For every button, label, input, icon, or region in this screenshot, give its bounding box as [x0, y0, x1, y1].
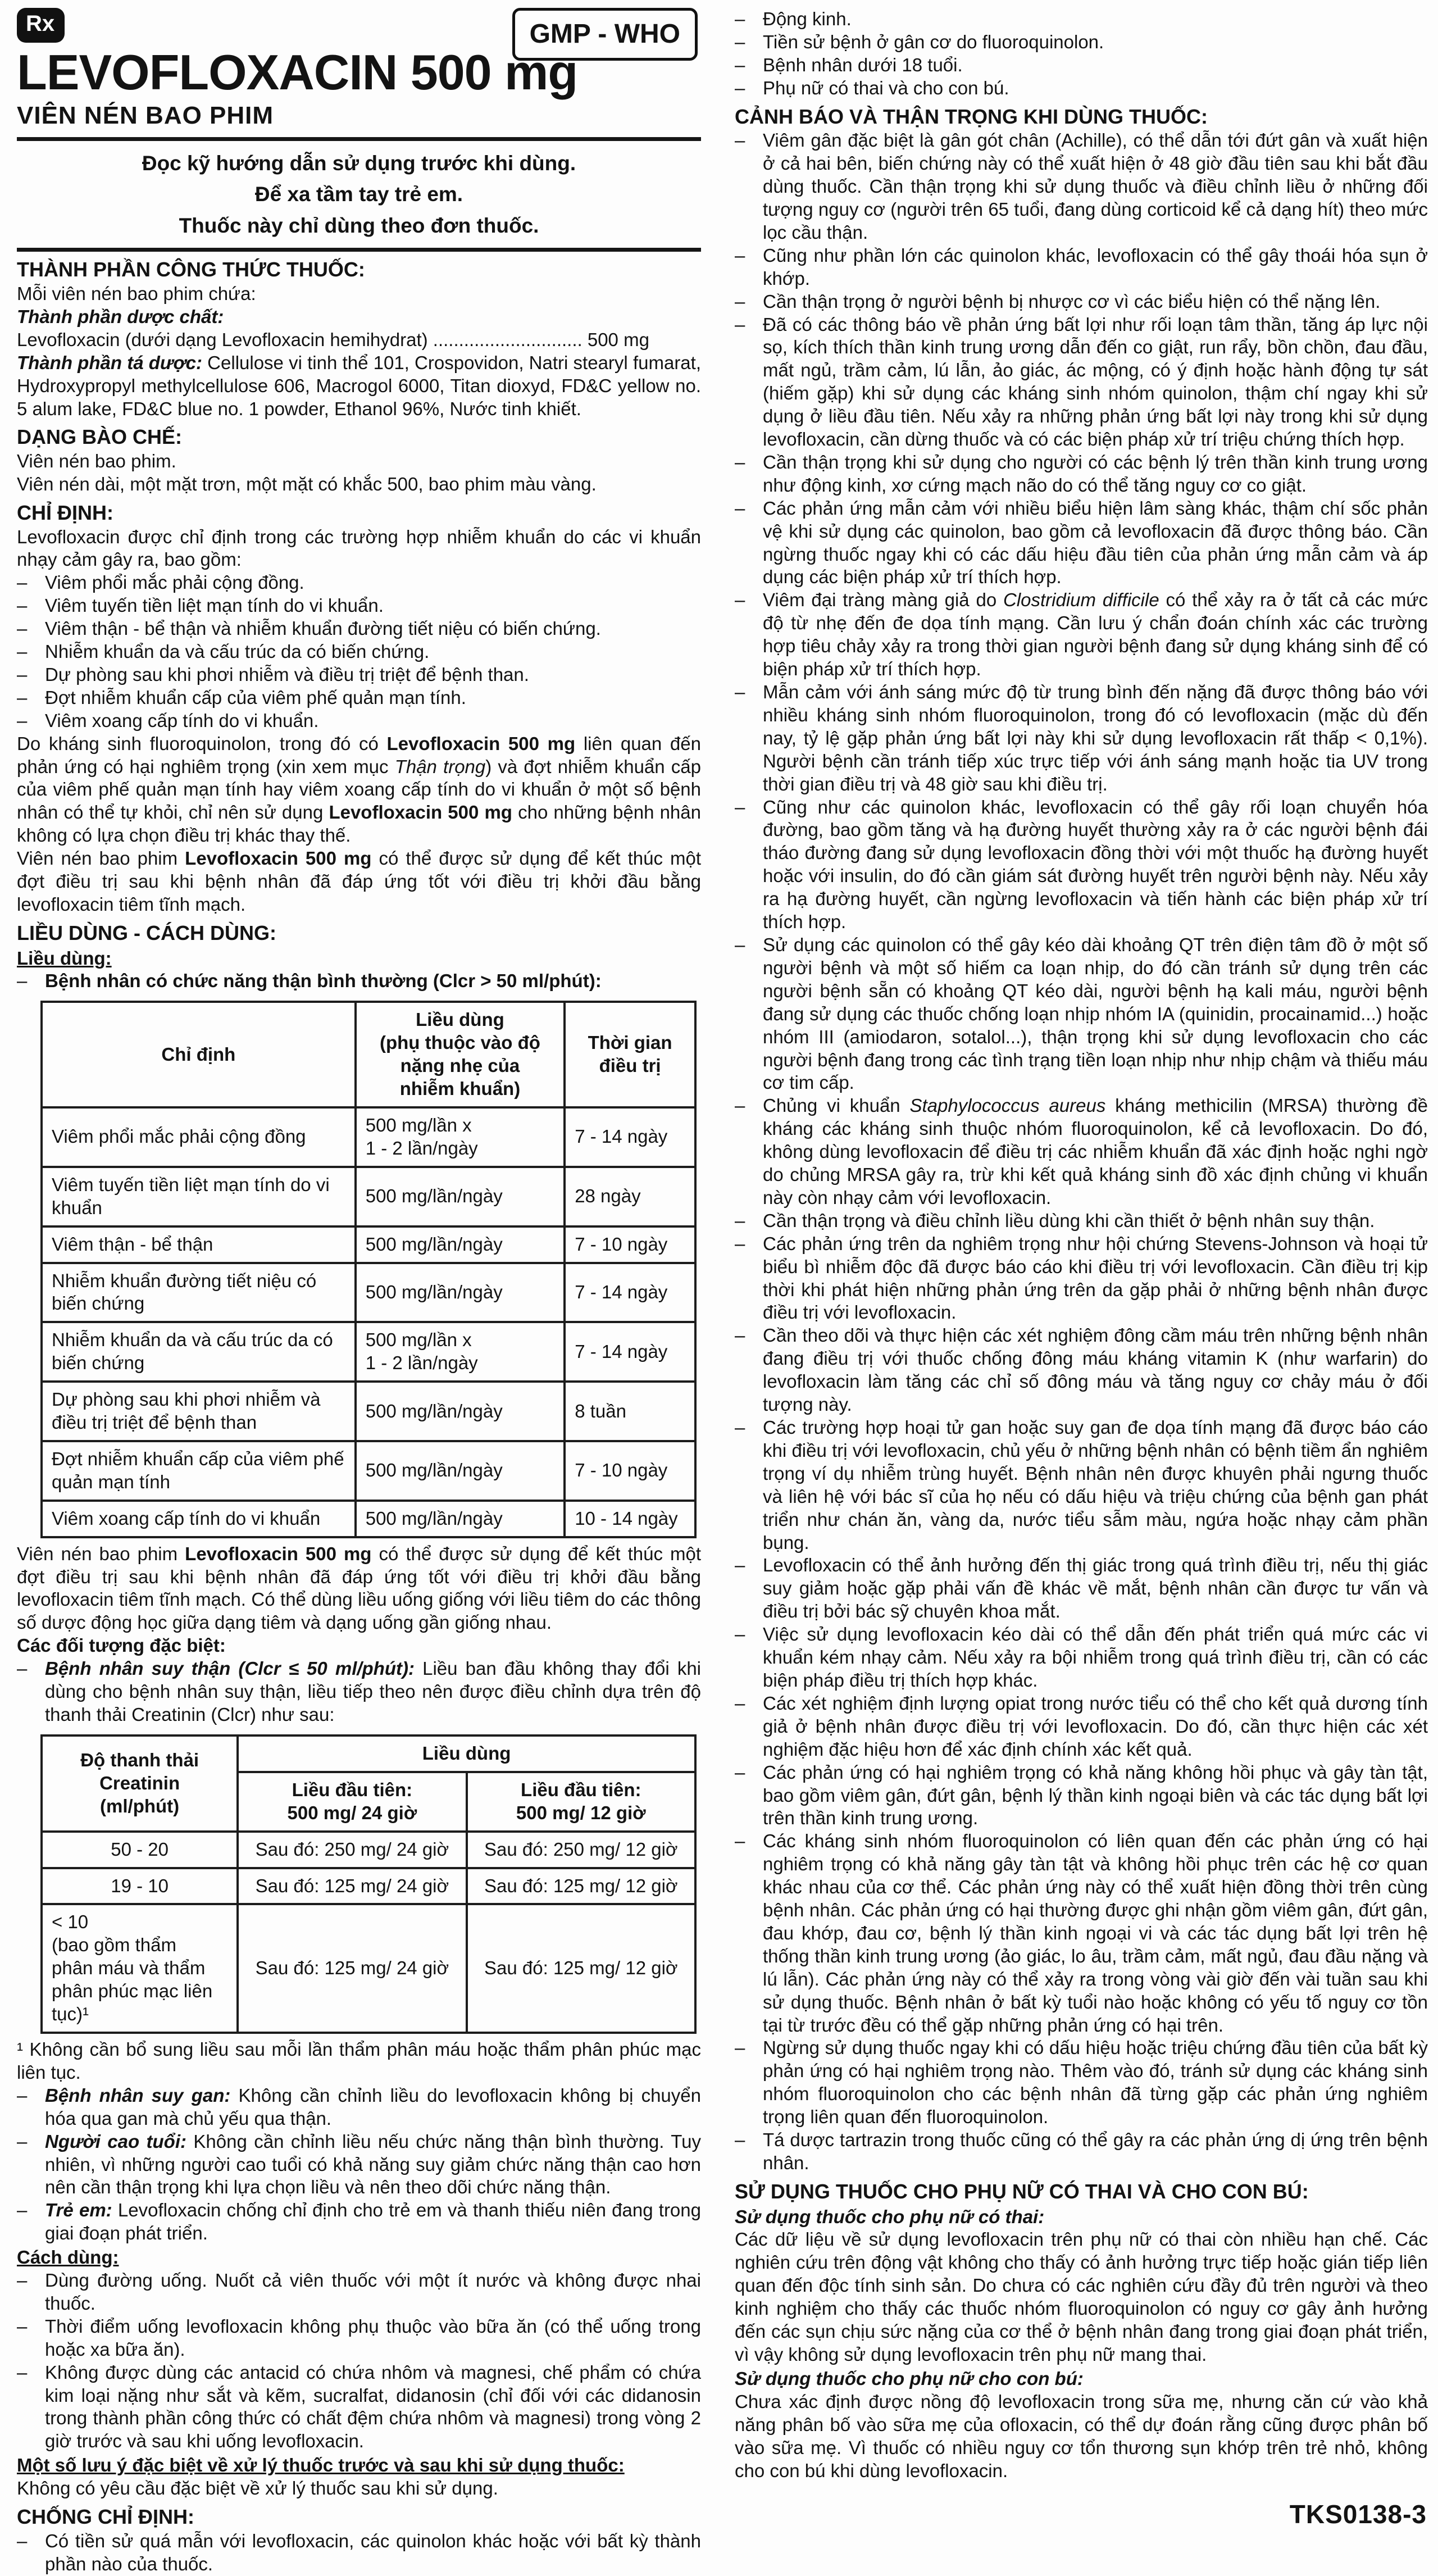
bullet-item — [17, 710, 701, 733]
table-cell: 50 - 20 — [42, 1832, 238, 1868]
table-row — [42, 1501, 695, 1537]
bullet-item — [735, 1623, 1428, 1692]
bullet-text: Nhiễm khuẩn da và cấu trúc da có biến chứng. — [45, 641, 430, 662]
bullet-dash: – — [735, 589, 745, 611]
bullet-text: Dùng đường uống. Nuốt cả viên thuốc với một ít nước và không được nhai thuốc. — [45, 2270, 701, 2314]
paragraph — [17, 352, 701, 421]
table-cell: Dự phòng sau khi phơi nhiễm và điều trị triệt để bệnh than — [42, 1382, 356, 1441]
bullet-text: Đợt nhiễm khuẩn cấp của viêm phế quản mạn tính. — [45, 687, 466, 708]
section-heading: CHỐNG CHỈ ĐỊNH: — [17, 2505, 194, 2529]
table-header-cell: Độ thanh thải Creatinin (ml/phút) — [42, 1735, 238, 1832]
bullet-dash: – — [735, 2129, 745, 2151]
section-heading: DẠNG BÀO CHẾ: — [17, 425, 182, 449]
bullet-dash: – — [17, 664, 28, 685]
bullet-text: Các trường hợp hoại tử gan hoặc suy gan đe dọa tính mạng đã được báo cáo khi điều trị với levofloxacin, chủ yếu ở những bệnh nhân có bệnh tiềm ẩn nghiêm trọng ví dụ nhiễm trùng huyết. Bệnh nhân nên được khuyên phải ngưng thuốc và liên hệ với bác sĩ của họ nếu có dấu hiệu và triệu chứng của bệnh gan phát triển như chán ăn, vàng da, nước tiểu sẫm màu, ngứa hoặc nhạy cảm phần bụng. — [763, 1417, 1428, 1553]
bullet-item — [735, 1830, 1428, 2037]
bullet-item — [17, 1657, 701, 1727]
bullet-text: Các xét nghiệm định lượng opiat trong nước tiểu có thể cho kết quả dương tính giả ở bệnh nhân được điều trị với levofloxacin. Do đó, cần thực hiện các xét nghiệm đặc hiệu hơn để xác định chính xác kết quả. — [763, 1692, 1428, 1760]
text-run: liên quan đến phản ứng có hại nghiêm trọng (xin xem mục — [17, 733, 701, 777]
text-run: Bệnh nhân suy thận (Clcr ≤ 50 ml/phút): — [45, 1658, 415, 1679]
rx-prescription-icon: Rx — [17, 8, 65, 43]
bullet-text — [45, 1657, 701, 1727]
text-run: Levofloxacin 500 mg — [386, 733, 576, 754]
bullet-dash: – — [17, 2130, 28, 2152]
bullet-dash: – — [17, 2084, 28, 2106]
table-row — [42, 1868, 695, 1905]
footnote: ¹ Không cần bổ sung liều sau mỗi lần thẩm phân máu hoặc thẩm phân phúc mạc liên tục. — [17, 2038, 701, 2083]
bullet-text — [763, 1094, 1428, 1210]
table-cell: Viêm tuyến tiền liệt mạn tính do vi khuẩn — [42, 1167, 356, 1226]
section-heading: SỬ DỤNG THUỐC CHO PHỤ NỮ CÓ THAI VÀ CHO CON BÚ: — [735, 2179, 1309, 2203]
bullet-dash: – — [17, 641, 28, 662]
table-cell: Nhiễm khuẩn đường tiết niệu có biến chứng — [42, 1263, 356, 1323]
bullet-text — [45, 970, 701, 993]
bullet-text: Viêm thận - bể thận và nhiễm khuẩn đường tiết niệu có biến chứng. — [45, 618, 601, 639]
bullet-text: Động kinh. — [763, 8, 852, 29]
subsection-heading: Liều dùng: — [17, 947, 112, 969]
bullet-dash: – — [735, 497, 745, 519]
bullet-dash: – — [735, 1095, 745, 1116]
bullet-dash: – — [735, 77, 745, 98]
section-heading: THÀNH PHẦN CÔNG THỨC THUỐC: — [17, 258, 365, 281]
bullet-text: Cần thận trọng và điều chỉnh liều dùng khi cần thiết ở bệnh nhân suy thận. — [763, 1210, 1375, 1231]
table-cell: 500 mg/lần/ngày — [356, 1167, 565, 1226]
bullet-text: Tá dược tartrazin trong thuốc cũng có thể gây ra các phản ứng dị ứng trên bệnh nhân. — [763, 2129, 1428, 2173]
table-cell: 7 - 10 ngày — [565, 1226, 695, 1263]
bullet-item — [735, 1210, 1428, 1233]
bullet-text: Cần theo dõi và thực hiện các xét nghiệm đông cầm máu trên những bệnh nhân đang điều trị với thuốc chống đông máu kháng vitamin K (như warfarin) do levofloxacin làm tăng các chỉ số đông máu và tăng nguy cơ chảy máu ở đối tượng này. — [763, 1325, 1428, 1415]
bullet-dash: – — [735, 54, 745, 75]
bullet-text: Cần thận trọng ở người bệnh bị nhược cơ vì các biểu hiện có thể nặng lên. — [763, 290, 1381, 312]
bullet-dash: – — [735, 2037, 745, 2059]
table-cell: Đợt nhiễm khuẩn cấp của viêm phế quản mạn tính — [42, 1441, 356, 1501]
bullet-text: Ngừng sử dụng thuốc ngay khi có dấu hiệu hoặc triệu chứng đầu tiên của bất kỳ phản ứng có hại nghiêm trọng nào. Thêm vào đó, tránh sử dụng các kháng sinh nhóm fluoroquinolon cho các bệnh nhân đã từng gặp các phản ứng nghiêm trọng liên quan đến fluoroquinolon. — [763, 2037, 1428, 2128]
table-cell: Sau đó: 125 mg/ 24 giờ — [238, 1904, 466, 2033]
bullet-text: Sử dụng các quinolon có thể gây kéo dài khoảng QT trên điện tâm đồ ở một số người bệnh và một số hiếm ca loạn nhịp, do đó cần tránh sử dụng trên các người bệnh sẵn có khoảng QT kéo dài, người bệnh hạ kali máu, người bệnh đang sử dụng các thuốc chống loạn nhịp nhóm IA (quinidin, procainamid...) hoặc nhóm III (amiodaron, sotalol...), thận trọng khi sử dụng levofloxacin cho các người bệnh đang trong các tình trạng tiền loạn nhịp như nhịp chậm và thiếu máu cơ tim cấp. — [763, 934, 1428, 1093]
table-row — [42, 1441, 695, 1501]
table-header-row — [42, 1002, 695, 1107]
table-cell: Sau đó: 125 mg/ 12 giờ — [467, 1904, 695, 2033]
text-run: Clostridium difficile — [1003, 589, 1159, 611]
bullet-item — [735, 796, 1428, 934]
bullet-item — [735, 1761, 1428, 1830]
table-row — [42, 1107, 695, 1167]
bullet-item — [17, 2530, 701, 2576]
section-heading: CẢNH BÁO VÀ THẬN TRỌNG KHI DÙNG THUỐC: — [735, 105, 1208, 128]
bullet-item — [17, 2130, 701, 2200]
text-run: Cellulose vi tinh thể 101, Crospovidon, Natri stearyl fumarat, Hydroxypropyl methylcellulose 606, Macrogol 6000, Titan dioxyd, FD&C yellow no. 5 alum lake, FD&C blue no. 1 powder, Ethanol 96%, Nước tinh khiết. — [17, 352, 701, 419]
paragraph: Các dữ liệu về sử dụng levofloxacin trên phụ nữ có thai còn nhiều hạn chế. Các nghiên cứu trên động vật không cho thấy có ảnh hưởng trực tiếp hoặc gián tiếp liên quan đến độc tính sinh sản. Do chưa có các nghiên cứu đầy đủ trên người và theo kinh nghiệm cho thấy các thuốc nhóm fluoroquinolon có nguy cơ gây ảnh hưởng đến các sụn chịu sức nặng của cơ thể ở bệnh nhân đang trong giai đoạn phát triển, vì vậy không sử dụng levofloxacin trên phụ nữ mang thai. — [735, 2229, 1428, 2365]
table-row — [42, 1263, 695, 1323]
table-row — [42, 1226, 695, 1263]
paragraph — [17, 306, 701, 329]
table-cell: 500 mg/lần/ngày — [356, 1501, 565, 1537]
text-run: Viên nén bao phim — [17, 848, 185, 869]
subsection-heading: Sử dụng thuốc cho phụ nữ cho con bú: — [735, 2368, 1084, 2389]
bullet-text: Có tiền sử quá mẫn với levofloxacin, các quinolon khác hoặc với bất kỳ thành phần nào của thuốc. — [45, 2530, 701, 2574]
bullet-dash: – — [735, 934, 745, 955]
bullet-dash: – — [735, 1624, 745, 1645]
table-row — [42, 1832, 695, 1868]
bullet-dash: – — [17, 2361, 28, 2383]
table-header-cell: Chỉ định — [42, 1002, 356, 1107]
left-column-content — [17, 257, 701, 2575]
table-cell: Sau đó: 250 mg/ 24 giờ — [238, 1832, 466, 1868]
bullet-dash: – — [17, 572, 28, 593]
bullet-item — [735, 290, 1428, 314]
notice-line: Thuốc này chỉ dùng theo đơn thuốc. — [179, 213, 539, 237]
text-run: cho những bệnh nhân không có lựa chọn điều trị khác thay thế. — [17, 802, 701, 846]
paragraph — [17, 847, 701, 916]
bullet-dash: – — [17, 687, 28, 708]
table-cell: Viêm thận - bể thận — [42, 1226, 356, 1263]
paragraph — [17, 733, 701, 848]
bullet-dash: – — [17, 2530, 28, 2551]
table-cell: < 10 (bao gồm thẩm phân máu và thẩm phân phúc mạc liên tục)¹ — [42, 1904, 238, 2033]
text-run: Levofloxacin 500 mg — [185, 1543, 372, 1564]
bullet-item — [735, 1233, 1428, 1325]
bullet-item — [17, 664, 701, 687]
bullet-item — [17, 2315, 701, 2361]
bullet-text: Dự phòng sau khi phơi nhiễm và điều trị triệt để bệnh than. — [45, 664, 529, 685]
bullet-text: Cũng như các quinolon khác, levofloxacin có thể gây rối loạn chuyển hóa đường, bao gồm tăng và hạ đường huyết thường xảy ra ở các người bệnh đái tháo đường đang sử dụng levofloxacin đồng thời với một thuốc hạ đường huyết hoặc với insulin, do đó cần giám sát đường huyết trên người bệnh này. Nếu xảy ra hạ đường huyết, cần ngừng levofloxacin và tiến hành các biện pháp xử trí thích hợp. — [763, 796, 1428, 933]
bullet-item — [17, 2084, 701, 2130]
bullet-item — [735, 314, 1428, 451]
table-cell: 500 mg/lần/ngày — [356, 1226, 565, 1263]
bullet-text — [45, 2084, 701, 2130]
bullet-dash: – — [735, 244, 745, 266]
bullet-text — [763, 589, 1428, 681]
text-run: Levofloxacin chống chỉ định cho trẻ em và thanh thiếu niên đang trong giai đoạn phát triển. — [45, 2200, 701, 2244]
text-run: Viên nén bao phim — [17, 1543, 185, 1564]
text-run: Do kháng sinh fluoroquinolon, trong đó có — [17, 733, 387, 754]
bullet-item — [17, 594, 701, 617]
bullet-item — [735, 1692, 1428, 1761]
table-cell: Nhiễm khuẩn da và cấu trúc da có biến chứng — [42, 1322, 356, 1382]
paragraph — [17, 1543, 701, 1635]
text-run: Trẻ em: — [45, 2200, 112, 2221]
bullet-item — [735, 8, 1428, 31]
bullet-dash: – — [735, 1325, 745, 1346]
subsection-heading: Sử dụng thuốc cho phụ nữ có thai: — [735, 2206, 1045, 2227]
renal-dose-table — [40, 1734, 697, 2034]
text-run: Bệnh nhân suy gan: — [45, 2084, 231, 2106]
table-row — [42, 1167, 695, 1226]
text-run: Viêm đại tràng màng giả do — [763, 589, 1003, 611]
notice-line: Để xa tầm tay trẻ em. — [254, 183, 463, 206]
text-run: Staphylococcus aureus — [909, 1095, 1106, 1116]
bullet-dash: – — [17, 2270, 28, 2291]
notice-line: Đọc kỹ hướng dẫn sử dụng trước khi dùng. — [142, 151, 576, 175]
paragraph: Viên nén bao phim. — [17, 451, 176, 472]
text-run: kháng methicilin (MRSA) thường đề kháng các kháng sinh thuộc nhóm fluoroquinolon, kể cả levofloxacin. Do đó, không dùng levofloxacin để điều trị các nhiễm khuẩn đã xác định hoặc nghi ngờ do chủng MRSA gây ra, trừ khi kết quả kháng sinh đồ xác định chủng vi khuẩn này còn nhạy cảm với levofloxacin. — [763, 1095, 1428, 1208]
paragraph: Không có yêu cầu đặc biệt về xử lý thuốc sau khi sử dụng. — [17, 2478, 498, 2499]
bullet-item — [17, 970, 701, 993]
bullet-item — [735, 681, 1428, 796]
left-column — [17, 6, 701, 2576]
table-row — [42, 1322, 695, 1382]
text-run: Liều ban đầu không thay đổi khi dùng cho bệnh nhân suy thận, liều tiếp theo nên được điều chỉnh dựa trên độ thanh thải Creatinin (Clcr) như sau: — [45, 1658, 702, 1725]
bullet-item — [17, 571, 701, 594]
text-run: Levofloxacin 500 mg — [329, 802, 512, 823]
dosage-table — [40, 1001, 697, 1538]
paragraph: Levofloxacin (dưới dạng Levofloxacin hemihydrat) ............................. 500 mg — [17, 329, 649, 350]
bullet-item — [735, 244, 1428, 290]
table-cell: 500 mg/lần x 1 - 2 lần/ngày — [356, 1107, 565, 1167]
bullet-text: Thời điểm uống levofloxacin không phụ thuộc vào bữa ăn (có thể uống trong hoặc xa bữa ăn). — [45, 2315, 701, 2360]
bullet-text — [45, 2130, 701, 2200]
bullet-text: Các phản ứng trên da nghiêm trọng như hội chứng Stevens-Johnson và hoại tử biểu bì nhiễm độc đã được báo cáo khi điều trị với levofloxacin. Cần điều trị kịp thời khi phát hiện những phản ứng trên da gặp phải ở những bệnh nhân được điều trị với levofloxacin. — [763, 1233, 1428, 1323]
bullet-text: Việc sử dụng levofloxacin kéo dài có thể dẫn đến phát triển quá mức các vi khuẩn kém nhạy cảm. Nếu xảy ra bội nhiễm trong quá trình điều trị, cần có các biện pháp điều trị thích hợp khác. — [763, 1624, 1428, 1691]
bullet-item — [17, 687, 701, 710]
bullet-dash: – — [735, 1692, 745, 1714]
bullet-text: Viêm gân đặc biệt là gân gót chân (Achille), có thể dẫn tới đứt gân và xuất hiện ở cả hai bên, biến chứng này có thể xuất hiện ở 48 giờ đầu tiên sau khi bắt đầu dùng thuốc. Cần thận trọng khi sử dụng thuốc và điều chỉnh liều ở những đối tượng nguy cơ (người trên 65 tuổi, đang dùng corticoid kể cả dạng hít) theo mức lọc cầu thận. — [763, 130, 1428, 243]
table-header-cell: Liều đầu tiên: 500 mg/ 24 giờ — [238, 1772, 466, 1832]
text-run: Thận trọng — [394, 756, 486, 777]
bullet-dash: – — [735, 1210, 745, 1231]
bullet-item — [735, 1554, 1428, 1623]
text-run: Không cần chỉnh liều do levofloxacin không bị chuyển hóa qua gan mà chủ yếu qua thận. — [45, 2084, 701, 2129]
table-cell: 500 mg/lần x 1 - 2 lần/ngày — [356, 1322, 565, 1382]
bullet-text: Các phản ứng mẫn cảm với nhiều biểu hiện lâm sàng khác, thậm chí sốc phản vệ khi sử dụng các quinolon, bao gồm cả levofloxacin đã được thông báo. Cần ngừng thuốc ngay khi có các dấu hiệu đầu tiên của phản ứng mẫn cảm và áp dụng các biện pháp xử trí thích hợp. — [763, 497, 1428, 588]
text-run: Levofloxacin 500 mg — [185, 848, 372, 869]
table-header-cell: Liều đầu tiên: 500 mg/ 12 giờ — [467, 1772, 695, 1832]
bullet-dash: – — [735, 290, 745, 312]
text-run: có thể xảy ra ở tất cả các mức độ từ nhẹ đến đe dọa tính mạng. Cần lưu ý chẩn đoán chính xác các trường hợp tiêu chảy xảy ra trong thời gian người bệnh đang sử dụng kháng sinh để có biện pháp xử trí thích hợp. — [763, 589, 1428, 680]
table-cell: 7 - 10 ngày — [565, 1441, 695, 1501]
document-header — [17, 6, 701, 131]
text-run: Không cần chỉnh liều nếu chức năng thận bình thường. Tuy nhiên, vì những người cao tuổi có khả năng suy giảm chức năng thận cao hơn nên cần thận trọng khi lựa chọn liều và nên theo dõi chức năng thận. — [45, 2130, 701, 2198]
bullet-dash: – — [17, 618, 28, 639]
bullet-dash: – — [17, 710, 28, 731]
divider — [17, 248, 701, 252]
bullet-text: Levofloxacin có thể ảnh hưởng đến thị giác trong quá trình điều trị, nếu thị giác suy giảm hoặc gặp phải vấn đề khác về mắt, bệnh nhân cần được tư vấn và điều trị bởi bác sỹ chuyên khoa mắt. — [763, 1555, 1428, 1622]
bullet-dash: – — [735, 8, 745, 29]
usage-notice — [17, 147, 701, 243]
bullet-dash: – — [735, 796, 745, 817]
bullet-item — [17, 617, 701, 640]
bullet-item — [735, 451, 1428, 497]
text-run: Các đối tượng đặc biệt: — [17, 1635, 226, 1656]
bullet-item — [17, 2199, 701, 2245]
bullet-dash: – — [735, 1417, 745, 1438]
bullet-text: Đã có các thông báo về phản ứng bất lợi như rối loạn tâm thần, tăng áp lực nội sọ, kích thích thần kinh trung ương dẫn đến co giật, run rẩy, bồn chồn, đau đầu, mất ngủ, trầm cảm, lú lẫn, ảo giác, ác mộng, có ý định hoặc hành động tự sát (hiếm gặp) khi sử dụng các kháng sinh nhóm quinolon, thậm chí ngay khi sử dụng ở liều đầu tiên. Nếu xảy ra những phản ứng bất lợi này trong khi sử dụng levofloxacin, cần dừng thuốc và có các biện pháp xử trí triệu chứng thích hợp. — [763, 314, 1428, 450]
section-heading: LIỀU DÙNG - CÁCH DÙNG: — [17, 921, 276, 944]
bullet-item — [735, 129, 1428, 244]
paragraph: Mỗi viên nén bao phim chứa: — [17, 283, 256, 305]
product-title: LEVOFLOXACIN 500 mg — [17, 44, 578, 100]
text-run: Bệnh nhân có chức năng thận bình thường (Clcr > 50 ml/phút): — [45, 970, 602, 992]
table-row — [42, 1904, 695, 2033]
table-cell: Sau đó: 125 mg/ 12 giờ — [467, 1868, 695, 1905]
bullet-text: Viêm xoang cấp tính do vi khuẩn. — [45, 710, 319, 731]
text-run: Thành phần tá dược: — [17, 352, 208, 373]
bullet-dash: – — [735, 130, 745, 151]
bullet-text: Tiền sử bệnh ở gân cơ do fluoroquinolon. — [763, 31, 1104, 52]
gmp-who-badge: GMP - WHO — [512, 8, 698, 61]
bullet-dash: – — [735, 314, 745, 335]
bullet-dash: – — [735, 451, 745, 473]
bullet-dash: – — [735, 31, 745, 52]
bullet-item — [735, 77, 1428, 100]
table-cell: 10 - 14 ngày — [565, 1501, 695, 1537]
table-cell: 7 - 14 ngày — [565, 1263, 695, 1323]
bullet-dash: – — [735, 1830, 745, 1852]
table-header-cell: Liều dùng (phụ thuộc vào độ nặng nhẹ của nhiễm khuẩn) — [356, 1002, 565, 1107]
bullet-dash: – — [17, 2315, 28, 2337]
table-cell: 19 - 10 — [42, 1868, 238, 1905]
subsection-heading: Cách dùng: — [17, 2247, 119, 2268]
bullet-dash: – — [735, 1555, 745, 1576]
table-cell: Viêm phổi mắc phải cộng đồng — [42, 1107, 356, 1167]
bullet-dash: – — [17, 2200, 28, 2221]
bullet-dash: – — [17, 970, 28, 992]
table-cell: 7 - 14 ngày — [565, 1107, 695, 1167]
dosage-form-subtitle: VIÊN NÉN BAO PHIM — [17, 102, 274, 130]
bullet-item — [735, 2129, 1428, 2175]
table-header-cell: Thời gian điều trị — [565, 1002, 695, 1107]
table-row — [42, 1382, 695, 1441]
text-run: Thành phần dược chất: — [17, 306, 224, 327]
text-run: Người cao tuổi: — [45, 2130, 186, 2152]
bullet-dash: – — [735, 1761, 745, 1783]
bullet-dash: – — [735, 1233, 745, 1254]
section-heading: CHỈ ĐỊNH: — [17, 501, 113, 524]
bullet-dash: – — [17, 595, 28, 616]
bullet-item — [17, 640, 701, 664]
bullet-text — [45, 2199, 701, 2245]
text-run: có thể được sử dụng để kết thúc một đợt điều trị sau khi bệnh nhân đã đáp ứng tốt với điều trị khởi đầu bằng levofloxacin tiêm tĩnh mạch. — [17, 848, 701, 915]
bullet-item — [735, 497, 1428, 589]
table-cell: 7 - 14 ngày — [565, 1322, 695, 1382]
bullet-text: Phụ nữ có thai và cho con bú. — [763, 77, 1009, 98]
document-code: TKS0138-3 — [1289, 2499, 1427, 2529]
table-cell: 500 mg/lần/ngày — [356, 1441, 565, 1501]
table-cell: 500 mg/lần/ngày — [356, 1263, 565, 1323]
bullet-item — [735, 1416, 1428, 1554]
right-column-content — [735, 8, 1428, 2482]
bullet-item — [17, 2269, 701, 2315]
bullet-item — [735, 54, 1428, 77]
table-cell: 28 ngày — [565, 1167, 695, 1226]
right-column — [735, 8, 1428, 2482]
table-cell: 500 mg/lần/ngày — [356, 1382, 565, 1441]
paragraph — [17, 1634, 701, 1657]
text-run: ) và đợt nhiễm khuẩn cấp của viêm phế quản mạn tính hay viêm xoang cấp tính do vi khuẩn ở một số bệnh nhân có thể tự khỏi, chỉ nên sử dụng — [17, 756, 701, 823]
paragraph: Levofloxacin được chỉ định trong các trường hợp nhiễm khuẩn do các vi khuẩn nhạy cảm gây ra, bao gồm: — [17, 526, 701, 570]
table-header-cell: Liều dùng — [238, 1735, 695, 1772]
bullet-text: Không được dùng các antacid có chứa nhôm và magnesi, chế phẩm có chứa kim loại nặng như sắt và kẽm, sucralfat, didanosin (chỉ đối với các didanosin trong thành phần công thức có chất đệm chứa nhôm và magnesi) trong vòng 2 giờ trước và sau khi uống levofloxacin. — [45, 2361, 701, 2452]
bullet-item — [735, 1324, 1428, 1416]
bullet-item — [735, 2037, 1428, 2129]
bullet-text: Bệnh nhân dưới 18 tuổi. — [763, 54, 963, 75]
bullet-text: Viêm tuyến tiền liệt mạn tính do vi khuẩn. — [45, 595, 384, 616]
bullet-dash: – — [735, 682, 745, 702]
bullet-item — [735, 31, 1428, 54]
text-run: có thể được sử dụng để kết thúc một đợt điều trị sau khi bệnh nhân đã đáp ứng tốt với điều trị khởi đầu bằng levofloxacin tiêm tĩnh mạch. Có thể dùng liều uống giống với liều tiêm do các thông số dược động học giữa dạng tiêm và dạng uống gần giống nhau. — [17, 1543, 701, 1633]
table-header-row — [42, 1735, 695, 1772]
text-run: Chủng vi khuẩn — [763, 1095, 910, 1116]
table-cell: Sau đó: 125 mg/ 24 giờ — [238, 1868, 466, 1905]
bullet-text: Viêm phổi mắc phải cộng đồng. — [45, 572, 304, 593]
table-cell: Sau đó: 250 mg/ 12 giờ — [467, 1832, 695, 1868]
bullet-dash: – — [17, 1658, 28, 1679]
bullet-item — [17, 2361, 701, 2454]
bullet-text: Cần thận trọng khi sử dụng cho người có các bệnh lý trên thần kinh trung ương như động kinh, xơ cứng mạch não do có thể tăng nguy cơ co giật. — [763, 451, 1428, 496]
bullet-text: Các phản ứng có hại nghiêm trọng có khả năng không hồi phục và gây tàn tật, bao gồm viêm gân, đứt gân, bệnh lý thần kinh ngoại biên và các tác dụng bất lợi trên thần kinh trung ương. — [763, 1761, 1428, 1829]
subsection-heading: Một số lưu ý đặc biệt về xử lý thuốc trước và sau khi sử dụng thuốc: — [17, 2455, 625, 2476]
paragraph: Chưa xác định được nồng độ levofloxacin trong sữa mẹ, nhưng căn cứ vào khả năng phân bố vào sữa mẹ của ofloxacin, có thể dự đoán rằng cũng được phân bố vào sữa mẹ. Vì thuốc có nhiều nguy cơ tổn thương sụn khớp trên trẻ nhỏ, không cho con bú khi dùng levofloxacin. — [735, 2391, 1428, 2481]
bullet-text: Mẫn cảm với ánh sáng mức độ từ trung bình đến nặng đã được thông báo với nhiều kháng sinh nhóm fluoroquinolon, trong đó có levofloxacin (mặc dù đến nay, tỷ lệ gặp phản ứng bất lợi này khi sử dụng levofloxacin rất thấp < 0,1%). Người bệnh cần tránh tiếp xúc trực tiếp với ánh sáng mạnh hoặc tia UV trong thời gian điều trị và 48 giờ sau khi điều trị. — [763, 682, 1428, 794]
bullet-item — [735, 589, 1428, 681]
bullet-text: Cũng như phần lớn các quinolon khác, levofloxacin có thể gây thoái hóa sụn ở khớp. — [763, 244, 1428, 289]
bullet-item — [735, 934, 1428, 1094]
table-cell: Viêm xoang cấp tính do vi khuẩn — [42, 1501, 356, 1537]
table-cell: 8 tuần — [565, 1382, 695, 1441]
paragraph: Viên nén dài, một mặt trơn, một mặt có khắc 500, bao phim màu vàng. — [17, 473, 597, 494]
bullet-item — [735, 1094, 1428, 1210]
bullet-text: Các kháng sinh nhóm fluoroquinolon có liên quan đến các phản ứng có hại nghiêm trọng có khả năng gây tàn tật và không hồi phục trên các hệ cơ quan khác nhau của cơ thể. Các phản ứng này có thể xuất hiện đồng thời trên cùng bệnh nhân. Các phản ứng có hại thường được ghi nhận gồm viêm gân, đứt gân, đau khớp, đau cơ, bệnh lý thần kinh ngoại vi và các tác dụng bất lợi trên hệ thống thần kinh trung ương (ảo giác, lo âu, trầm cảm, mất ngủ, đau đầu nặng và lú lẫn). Các phản ứng này có thể xảy ra trong vòng vài giờ đến vài tuần sau khi sử dụng thuốc. Bệnh nhân ở bất kỳ tuổi nào hoặc không có yếu tố nguy cơ tồn tại từ trước đều có thể gặp những phản ứng có hại trên. — [763, 1830, 1428, 2036]
divider — [17, 137, 701, 141]
